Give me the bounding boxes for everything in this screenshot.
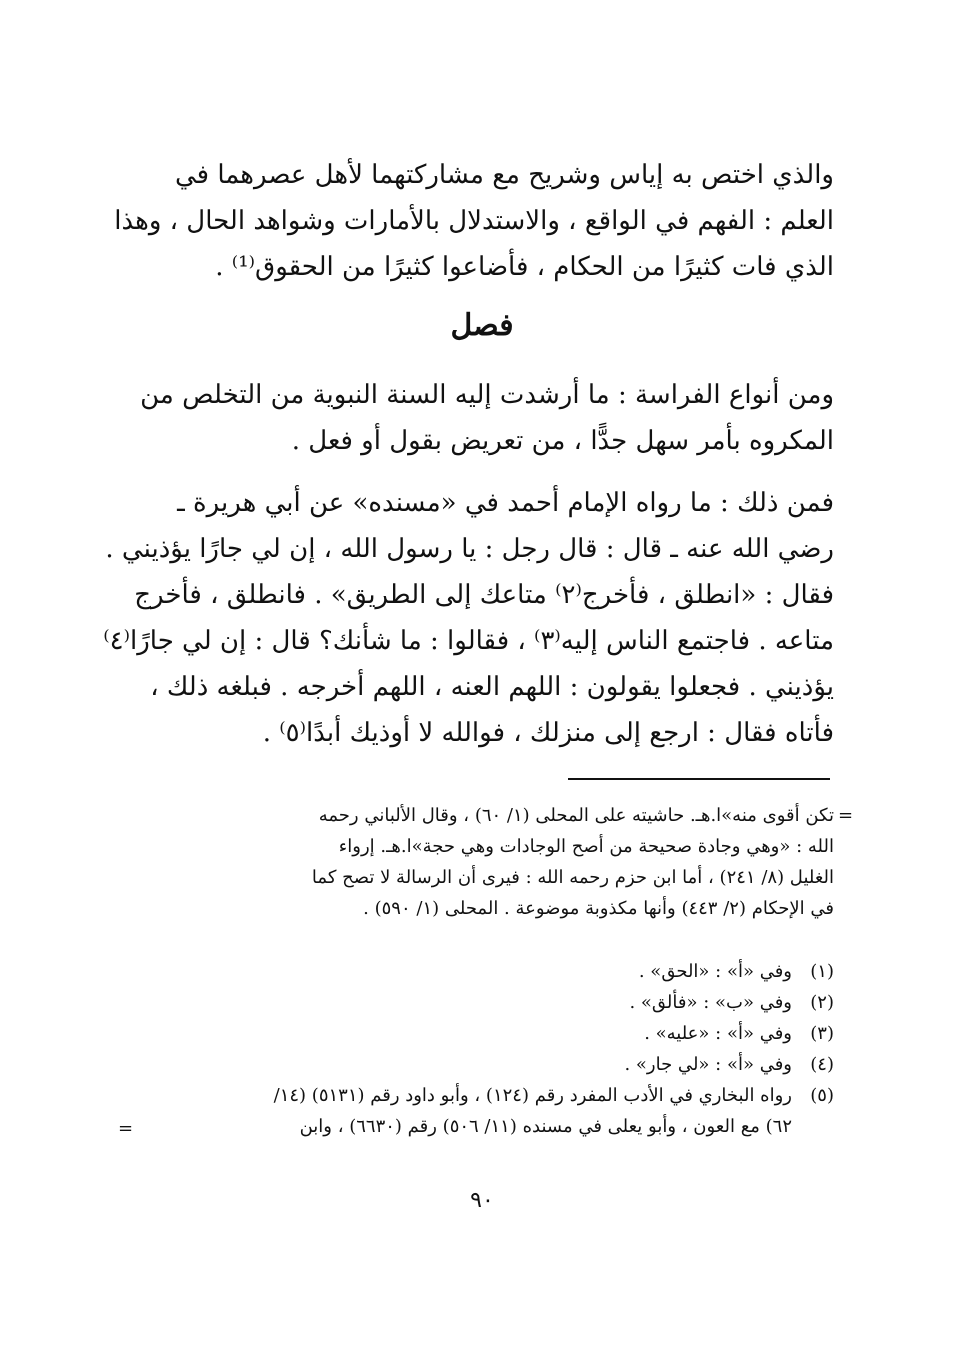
footnote-item <box>130 1049 834 1080</box>
page-number: ٩٠ <box>470 1188 494 1213</box>
text-line: رضي الله عنه ـ قال : قال رجل : يا رسول الله ، إن لي جارًا يؤذيني . <box>105 534 834 564</box>
footnote-text: وفي «أ» : «عليه» . <box>644 1023 792 1044</box>
footnote-continuation-mark: = <box>838 805 854 826</box>
footnote-item <box>130 1111 834 1142</box>
paragraph-1 <box>114 152 834 290</box>
text-line: متاعه . فاجتمع الناس إليه⁽٣⁾ ، فقالوا : ما شأنك؟ قال : إن لي جارًا⁽٤⁾ <box>103 626 834 656</box>
footnote-text: رواه البخاري في الأدب المفرد رقم (١٢٤) ، وأبو داود رقم (٥١٣١) (١٤/ <box>273 1085 792 1106</box>
footnote-number: (٤) <box>810 1054 834 1075</box>
footnote-item <box>130 1018 834 1049</box>
footnote-item <box>130 1080 834 1111</box>
footnote-separator <box>568 778 830 780</box>
footnote-number: (٣) <box>810 1023 834 1044</box>
text-line: فمن ذلك : ما رواه الإمام أحمد في «مسنده» عن أبي هريرة ـ <box>177 488 834 518</box>
paragraph-3 <box>103 480 834 756</box>
text-line: الذي فات كثيرًا من الحكام ، فأضاعوا كثيرًا من الحقوق⁽¹⁾ . <box>215 252 834 282</box>
text-line: والذي اختص به إياس وشريح مع مشاركتهما لأهل عصرهما في <box>174 160 834 190</box>
footnote-text: وفي «أ» : «الحق» . <box>638 961 792 982</box>
footnote-continuation <box>130 800 834 924</box>
footnote-line: في الإحكام (٢/ ٤٤٣) وأنها مكذوبة موضوعة . المحلى (١/ ٥٩٠) . <box>363 898 834 919</box>
footnote-text: ٦٢) مع العون ، وأبو يعلى في مسنده (١١/ ٥٠٦) رقم (٦٦٣٠) ، وابن <box>299 1116 792 1137</box>
footnote-item <box>130 956 834 987</box>
text-line: ومن أنواع الفراسة : ما أرشدت إليه السنة النبوية من التخلص من <box>140 380 834 410</box>
footnote-text: وفي «ب» : «فألق» . <box>629 992 792 1013</box>
footnotes-list <box>130 956 834 1142</box>
text-line: العلم : الفهم في الواقع ، والاستدلال بالأمارات وشواهد الحال ، وهذا <box>114 206 834 236</box>
footnote-line: الله : «وهي وجادة صحيحة من أصح الوجادات وهي حجة»ا.هـ. إرواء <box>338 836 834 857</box>
footnote-number: (٢) <box>810 992 834 1013</box>
text-line: فأتاه فقال : ارجع إلى منزلك ، فوالله لا أوذيك أبدًا⁽٥⁾ . <box>262 718 834 748</box>
footnote-line: تكن أقوى منه»ا.هـ. حاشيته على المحلى (١/ ٦٠) ، وقال الألباني رحمه <box>318 805 834 826</box>
section-heading: فصل <box>450 308 514 343</box>
text-line: المكروه بأمر سهل جدًّا ، من تعريض بقول أو فعل . <box>291 426 834 456</box>
text-line: يؤذيني . فجعلوا يقولون : اللهم العنه ، اللهم أخرجه . فبلغه ذلك ، <box>150 672 834 702</box>
footnote-item <box>130 987 834 1018</box>
paragraph-2 <box>130 372 834 464</box>
text-line: فقال : «انطلق ، فأخرج⁽٢⁾ متاعك إلى الطريق» . فانطلق ، فأخرج <box>134 580 834 610</box>
footnote-end-mark: = <box>118 1118 134 1139</box>
footnote-line: الغليل (٨/ ٢٤١) ، أما ابن حزم رحمه الله : فيرى أن الرسالة لا تصح كما <box>311 867 834 888</box>
footnote-number: (٥) <box>810 1085 834 1106</box>
footnote-number: (١) <box>810 961 834 982</box>
footnote-text: وفي «أ» : «لي جار» . <box>624 1054 792 1075</box>
